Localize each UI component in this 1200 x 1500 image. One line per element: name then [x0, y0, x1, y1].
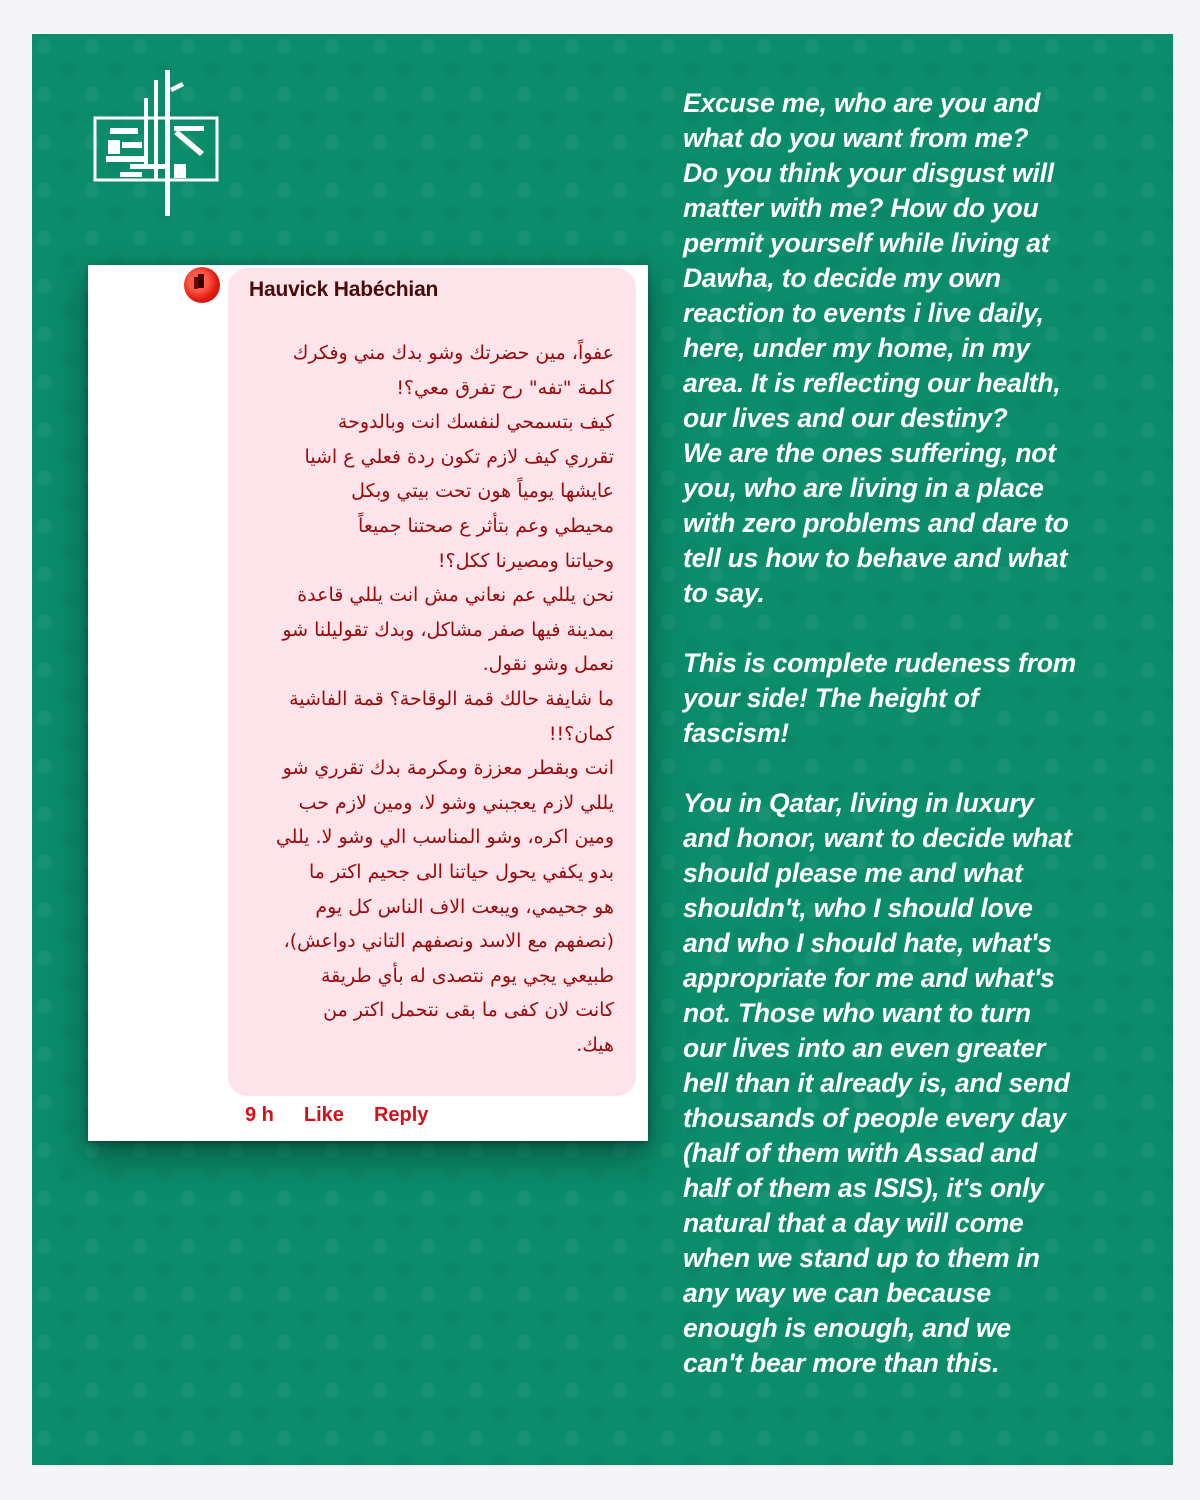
comment-line: طبيعي يجي يوم نتصدى له بأي طريقة: [320, 964, 614, 987]
facebook-comment-card: [88, 265, 648, 1141]
translation-line: not. Those who want to turn: [683, 998, 1031, 1028]
comment-line: عفواً، مين حضرتك وشو بدك مني وفكرك: [292, 342, 614, 364]
comment-line: هيك.: [576, 1033, 614, 1056]
translation-line: and honor, want to decide what: [683, 823, 1072, 853]
translation-line: our lives and our destiny?: [683, 403, 1008, 433]
translation-line: your side! The height of: [683, 683, 979, 713]
translation-line: here, under my home, in my: [683, 333, 1030, 363]
translation-line: appropriate for me and what's: [683, 963, 1055, 993]
comment-line: هو جحيمي، ويبعت الاف الناس كل يوم: [315, 895, 614, 918]
translation-line: Dawha, to decide my own: [683, 263, 1001, 293]
like-button[interactable]: Like: [303, 1104, 344, 1126]
green-background-panel: [32, 34, 1173, 1465]
translation-line: reaction to events i live daily,: [683, 298, 1044, 328]
translation-line: We are the ones suffering, not: [683, 438, 1056, 468]
translation-line: Do you think your disgust will: [683, 158, 1054, 188]
translation-paragraph: [683, 86, 1153, 611]
calligraphy-logo-icon: [90, 68, 226, 218]
translation-line: area. It is reflecting our health,: [683, 368, 1061, 398]
translation-line: tell us how to behave and what: [683, 543, 1068, 573]
translation-line: fascism!: [683, 718, 789, 748]
translation-line: and who I should hate, what's: [683, 928, 1052, 958]
translation-line: shouldn't, who I should love: [683, 893, 1033, 923]
comment-line: بمدينة فيها صفر مشاكل، وبدك تقوليلنا شو: [282, 618, 614, 641]
paragraph-spacer: [683, 751, 1153, 786]
translation-line: thousands of people every day: [683, 1103, 1066, 1133]
comment-line: محيطي وعم بتأثر ع صحتنا جميعاً: [358, 514, 614, 537]
comment-line: ما شايفة حالك قمة الوقاحة؟ قمة الفاشية: [289, 687, 614, 710]
translation-line: with zero problems and dare to: [683, 508, 1069, 538]
comment-line: كيف بتسمحي لنفسك انت وبالدوحة: [337, 411, 614, 434]
avatar-detail: [198, 274, 204, 288]
logo-strokes: [106, 70, 204, 216]
comment-author[interactable]: Hauvick Habéchian: [249, 278, 439, 301]
translation-line: You in Qatar, living in luxury: [683, 788, 1034, 818]
comment-line: كلمة "تفه" رح تفرق معي؟!: [396, 376, 614, 399]
translation-line: should please me and what: [683, 858, 1023, 888]
comment-line: انت وبقطر معززة ومكرمة بدك تقرري شو: [282, 757, 614, 780]
comment-line: (نصفهم مع الاسد ونصفهم التاني دواعش)،: [283, 930, 614, 953]
comment-actions: [245, 1104, 428, 1127]
translation-line: you, who are living in a place: [683, 473, 1044, 503]
reply-button[interactable]: Reply: [373, 1104, 429, 1126]
avatar-icon[interactable]: [184, 267, 220, 303]
translation-line: any way we can because: [683, 1278, 991, 1308]
comment-line: ومين اكره، وشو المناسب الي وشو لا. يللي: [275, 826, 614, 849]
translation-line: (half of them with Assad and: [683, 1138, 1038, 1168]
translation-line: Excuse me, who are you and: [683, 88, 1041, 118]
comment-line: وحياتنا ومصيرنا ككل؟!: [437, 549, 614, 572]
translation-line: can't bear more than this.: [683, 1348, 1000, 1378]
translation-line: to say.: [683, 578, 765, 608]
logo-graphic: [90, 68, 226, 218]
comment-line: تقرري كيف لازم تكون ردة فعلي ع اشيا: [304, 445, 614, 468]
translation-line: natural that a day will come: [683, 1208, 1024, 1238]
translation-paragraph: [683, 646, 1153, 751]
comment-line: يللي لازم يعجبني وشو لا، ومين لازم حب: [298, 791, 614, 814]
comment-line: نحن يللي عم نعاني مش انت يللي قاعدة: [297, 584, 614, 607]
comment-line: نعمل وشو نقول.: [482, 653, 614, 676]
comment-timestamp[interactable]: 9 h: [245, 1104, 274, 1126]
translation-line: permit yourself while living at: [683, 228, 1050, 258]
translation-paragraph: [683, 786, 1153, 1381]
translation-line: This is complete rudeness from: [683, 648, 1077, 678]
paragraph-spacer: [683, 611, 1153, 646]
translation-line: what do you want from me?: [683, 123, 1029, 153]
english-translation: [683, 86, 1153, 1381]
comment-text: [234, 336, 614, 1062]
translation-line: our lives into an even greater: [683, 1033, 1046, 1063]
avatar-detail: [194, 277, 198, 289]
translation-line: half of them as ISIS), it's only: [683, 1173, 1044, 1203]
comment-line: بدو يكفي يحول حياتنا الى جحيم اكتر ما: [309, 860, 614, 883]
translation-line: enough is enough, and we: [683, 1313, 1011, 1343]
translation-line: when we stand up to them in: [683, 1243, 1040, 1273]
comment-line: عايشها يومياً هون تحت بيتي وبكل: [351, 480, 614, 503]
comment-line: كمان؟!!: [548, 722, 614, 745]
translation-line: matter with me? How do you: [683, 193, 1039, 223]
comment-line: كانت لان كفى ما بقى نتحمل اكتر من: [323, 999, 614, 1022]
translation-line: hell than it already is, and send: [683, 1068, 1070, 1098]
comment-bubble: [228, 268, 636, 1096]
